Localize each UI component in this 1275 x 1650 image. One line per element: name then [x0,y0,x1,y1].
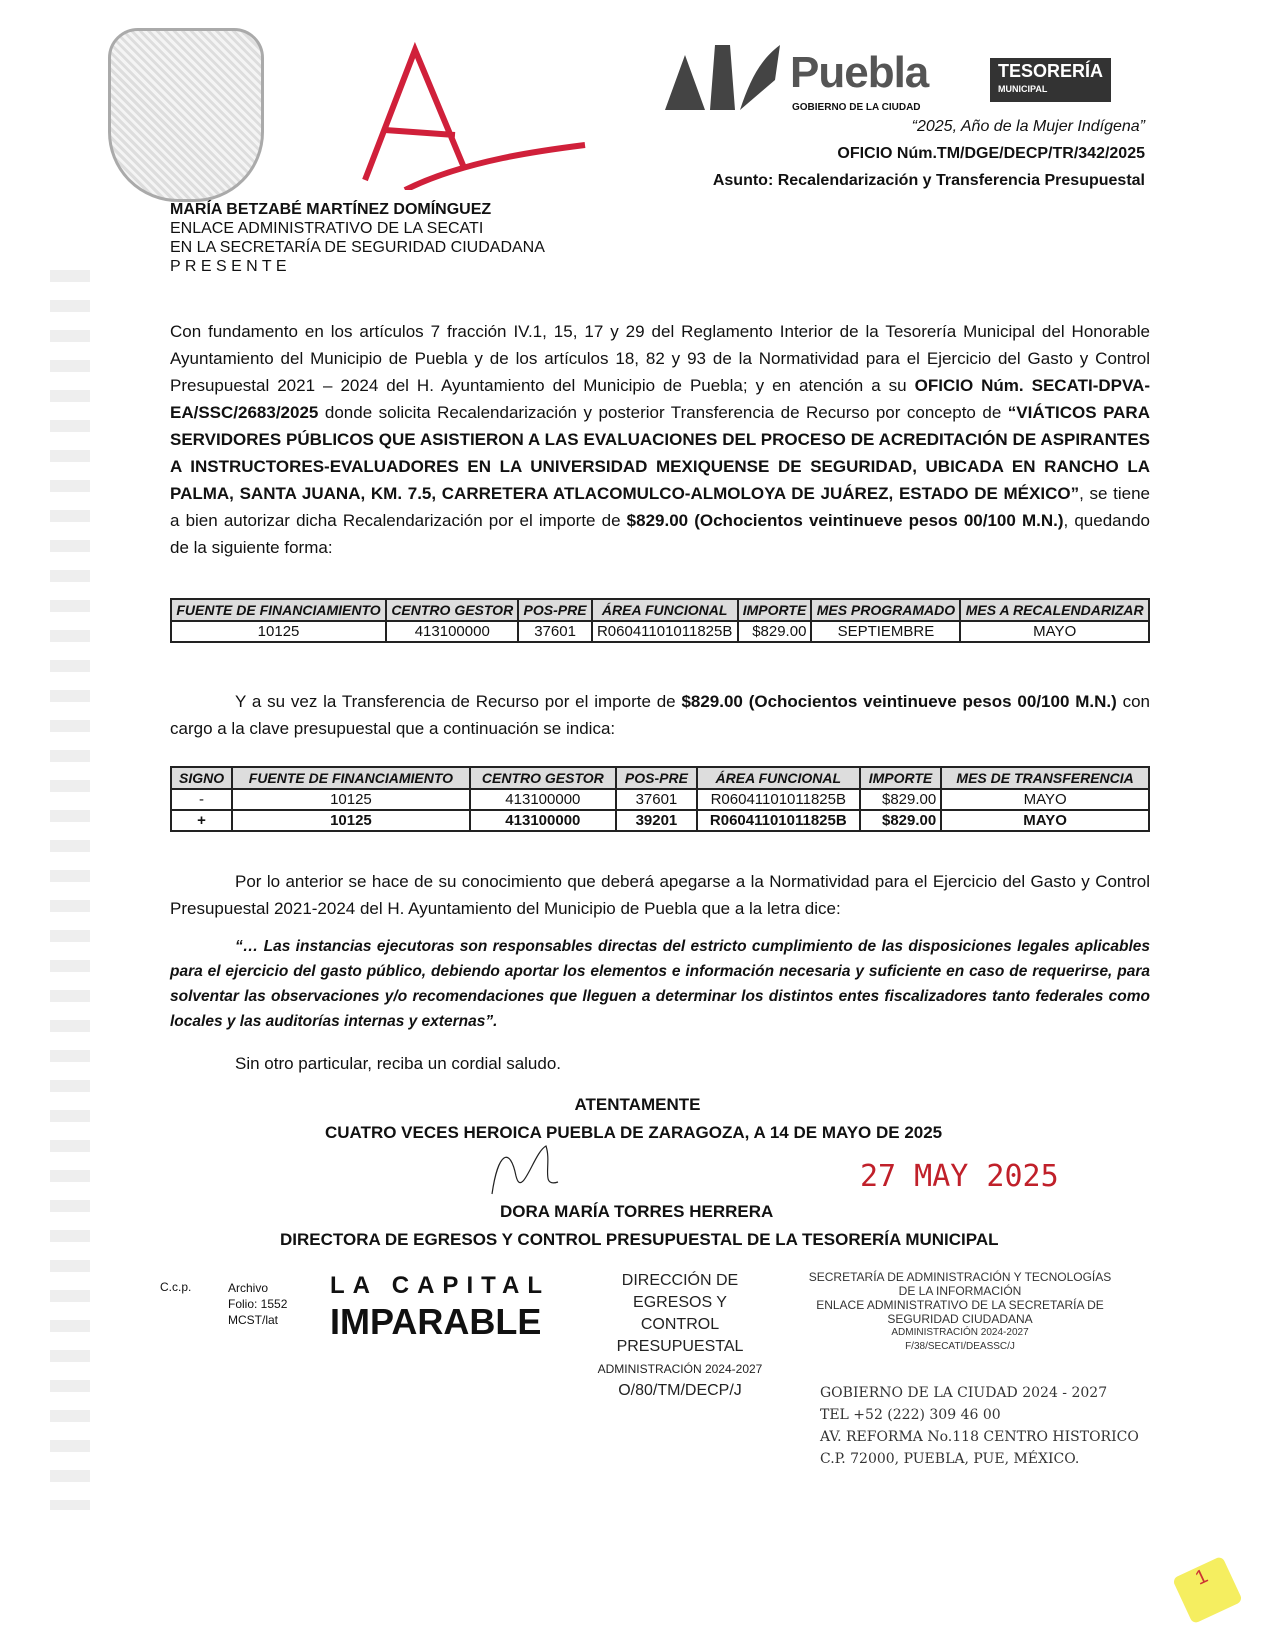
table-cell: R06041101011825B [592,621,738,642]
table-cell: MAYO [960,621,1149,642]
scan-edge-marks [50,270,90,1510]
table-cell: 413100000 [470,810,616,831]
table-cell: 10125 [171,621,386,642]
oficio-number: OFICIO Núm.TM/DGE/DECP/TR/342/2025 [837,145,1145,162]
legal-quote: “… Las instancias ejecutoras son responsables directas del estricto cumplimiento de las disposiciones legales aplicables para el ejercicio del gasto público, debiendo aportar los elementos e información necesaria y suficiente en caso de requerirse, para solventar las observaciones y/o recomendaciones que lleguen a determinar los distintos entes fiscalizadores tanto federales como locales y las auditorías internas y externas”. [170,938,1150,1030]
tesoreria-logo: TESORERÍA MUNICIPAL [990,58,1111,102]
ccp-label: C.c.p. [160,1280,192,1294]
recipient-block [170,200,1150,276]
city-seal [108,28,264,202]
handwritten-signature [470,1140,580,1200]
table-cell: $829.00 [860,810,942,831]
signer-title: DIRECTORA DE EGRESOS Y CONTROL PRESUPUESTAL DE LA TESORERÍA MUNICIPAL [280,1230,999,1249]
footer-address: AV. REFORMA No.118 CENTRO HISTORICO [820,1429,1139,1445]
table-cell: R06041101011825B [697,789,860,810]
table-cell: $829.00 [738,621,812,642]
header-row [171,767,1149,789]
place-date: CUATRO VECES HEROICA PUEBLA DE ZARAGOZA, A 14 DE MAYO DE 2025 [325,1123,943,1142]
table-cell: MAYO [941,789,1149,810]
table-header: ÁREA FUNCIONAL [592,599,738,621]
atentamente: ATENTAMENTE [574,1095,701,1114]
closing: Sin otro particular, reciba un cordial saludo. [235,1054,562,1073]
table-cell: 10125 [232,810,470,831]
paragraph-2: Y a su vez la Transferencia de Recurso por el importe de $829.00 (Ochocientos veintinueve pesos 00/100 M.N.) con cargo a la clave presupuestal que a continuación se indica: [170,692,1150,738]
sticky-note: 1 [1172,1556,1243,1625]
table-header: FUENTE DE FINANCIAMIENTO [171,599,386,621]
table-cell: 37601 [518,621,591,642]
table-cell: + [171,810,232,831]
paragraph-1: Con fundamento en los artículos 7 fracción IV.1, 15, 17 y 29 del Reglamento Interior de la Tesorería Municipal del Honorable Ayuntamiento del Municipio de Puebla y de los artículos 18, 82 y 93 de la Normatividad para el Ejercicio del Gasto y Control Presupuestal 2021 – 2024 del H. Ayuntamiento del Municipio de Puebla; y en atención a su OFICIO Núm. SECATI-DPVA-EA/SSC/2683/2025 donde solicita Recalendarización y posterior Transferencia de Recurso por concepto de “VIÁTICOS PARA SERVIDORES PÚBLICOS QUE ASISTIERON A LAS EVALUACIONES DEL PROCESO DE ACREDITACIÓN DE ASPIRANTES A INSTRUCTORES-EVALUADORES EN LA UNIVERSIDAD MEXIQUENSE DE SEGURIDAD, UBICADA EN RANCHO LA PALMA, SANTA JUANA, KM. 7.5, CARRETERA ATLACOMULCO-ALMOLOYA DE JUÁREZ, ESTADO DE MÉXICO”, se tiene a bien autorizar dicha Recalendarización por el importe de $829.00 (Ochocientos veintinueve pesos 00/100 M.N.), quedando de la siguiente forma: [170,322,1150,557]
puebla-logo-icon [660,40,785,115]
direccion-stamp: DIRECCIÓN DE EGRESOS Y CONTROL PRESUPUESTAL ADMINISTRACIÓN 2024-2027 O/80/TM/DECP/J [597,1272,763,1399]
ccp-item: MCST/lat [228,1313,279,1327]
transfer-table [170,766,1150,832]
secati-stamp: SECRETARÍA DE ADMINISTRACIÓN Y TECNOLOGÍAS DE LA INFORMACIÓN ENLACE ADMINISTRATIVO DE LA SECRETARÍA DE SEGURIDAD CIUDADANA ADMINISTRACIÓN 2024-2027 F/38/SECATI/DEASSC/J [808,1270,1112,1352]
subject: Asunto: Recalendarización y Transferencia Presupuestal [712,172,1145,189]
table-cell: 413100000 [386,621,518,642]
table-cell: - [171,789,232,810]
logo-subtitle: GOBIERNO DE LA CIUDAD [792,102,921,113]
paragraph-3: Por lo anterior se hace de su conocimiento que deberá apegarse a la Normatividad para el Ejercicio del Gasto y Control Presupuestal 2021-2024 del H. Ayuntamiento del Municipio de Puebla que a la letra dice: [170,872,1150,918]
recipient-line: ENLACE ADMINISTRATIVO DE LA SECATI [170,220,484,237]
logo-text: Puebla [790,48,929,97]
table-cell: 10125 [232,789,470,810]
slogan-line-2: IMPARABLE [330,1301,542,1342]
header-row [171,599,1149,621]
recalendarization-table [170,598,1150,643]
table-row [171,789,1149,810]
table-cell: R06041101011825B [697,810,860,831]
table-header: POS-PRE [616,767,697,789]
table-row [171,621,1149,642]
table-header: MES A RECALENDARIZAR [960,599,1149,621]
table-header: IMPORTE [738,599,812,621]
table-header: CENTRO GESTOR [470,767,616,789]
signer-name: DORA MARÍA TORRES HERRERA [500,1202,774,1221]
table-cell: MAYO [941,810,1149,831]
table-header: SIGNO [171,767,232,789]
table-header: FUENTE DE FINANCIAMIENTO [232,767,470,789]
slogan-line-1: LA CAPITAL [330,1272,550,1299]
table-header: MES DE TRANSFERENCIA [941,767,1149,789]
motto: “2025, Año de la Mujer Indígena” [911,118,1145,135]
ccp-item: Archivo [228,1281,269,1295]
table-header: MES PROGRAMADO [811,599,960,621]
table-cell: 413100000 [470,789,616,810]
recipient-name: MARÍA BETZABÉ MARTÍNEZ DOMÍNGUEZ [170,201,492,218]
ccp-item: Folio: 1552 [228,1297,288,1311]
footer-cp: C.P. 72000, PUEBLA, PUE, MÉXICO. [820,1451,1080,1467]
table-row [171,810,1149,831]
table-header: ÁREA FUNCIONAL [697,767,860,789]
table-header: CENTRO GESTOR [386,599,518,621]
table-header: POS-PRE [518,599,591,621]
table-cell: $829.00 [860,789,942,810]
recipient-line: P R E S E N T E [170,258,287,275]
footer-tel: TEL +52 (222) 309 46 00 [820,1407,1001,1423]
table-cell: 39201 [616,810,697,831]
footer-gob: GOBIERNO DE LA CIUDAD 2024 - 2027 [820,1385,1108,1401]
table-header: IMPORTE [860,767,942,789]
ccp-list [228,1280,287,1328]
received-date-stamp: 27 MAY 2025 [860,1159,1059,1194]
table-cell: 37601 [616,789,697,810]
recipient-line: EN LA SECRETARÍA DE SEGURIDAD CIUDADANA [170,239,545,256]
table-cell: SEPTIEMBRE [811,621,960,642]
red-initials-mark [345,40,595,190]
